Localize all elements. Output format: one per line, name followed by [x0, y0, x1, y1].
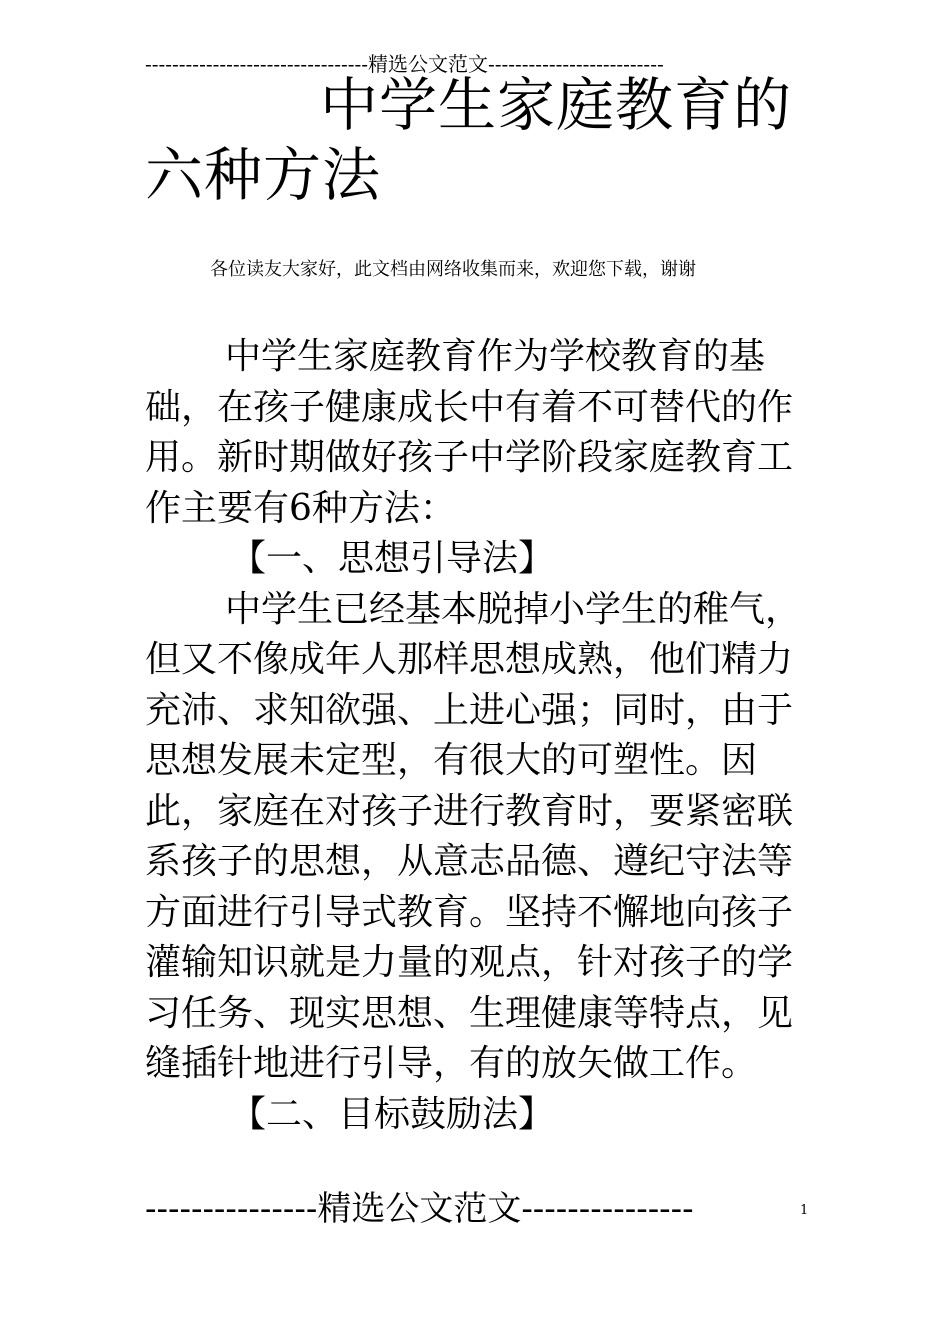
page-footer: ---------------精选公文范文--------------- [145, 1189, 694, 1229]
title-line-1: 中学生家庭教育的 [320, 71, 793, 139]
page-number: 1 [800, 1203, 809, 1218]
intro-paragraph: 中学生家庭教育作为学校教育的基础，在孩子健康成长中有着不可替代的作用。新时期做好孩子中学阶段家庭教育工作主要有6种方法： [145, 336, 794, 529]
section-2-heading: 【二、目标鼓励法】 [230, 1093, 555, 1135]
download-notice: 各位读友大家好，此文档由网络收集而来，欢迎您下载，谢谢 [210, 259, 696, 280]
page-header: ---------------------------------精选公文范文-------------------------- [145, 52, 664, 76]
document-title [145, 70, 805, 210]
section-1-heading: 【一、思想引导法】 [230, 538, 555, 579]
section-1-paragraph: 中学生已经基本脱掉小学生的稚气，但又不像成年人那样思想成熟，他们精力充沛、求知欲强、上进心强；同时，由于思想发展未定型，有很大的可塑性。因此，家庭在对孩子进行教育时，要紧密联系孩子的思想，从意志品德、遵纪守法等方面进行引导式教育。坚持不懈地向孩子灌输知识就是力量的观点，针对孩子的学习任务、现实思想、生理健康等特点，见缝插针地进行引导，有的放矢做工作。 [145, 588, 802, 1084]
title-line-2: 六种方法 [145, 141, 382, 209]
document-body [145, 332, 810, 1140]
